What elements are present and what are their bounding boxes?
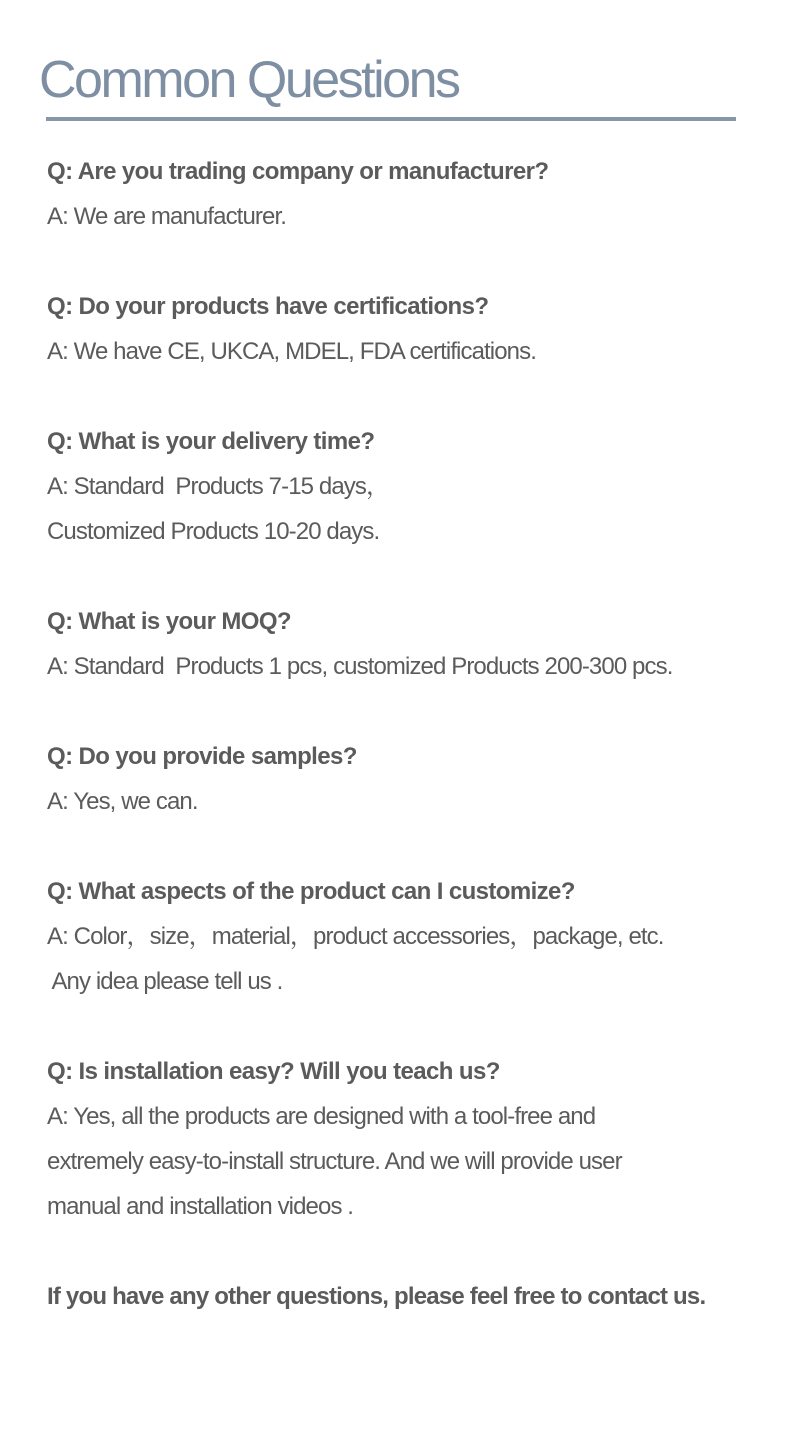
title-divider [46, 117, 736, 121]
faq-item-installation [47, 1049, 767, 1229]
faq-answer-continued: Customized Products 10-20 days. [47, 518, 380, 545]
faq-question: Q: Do your products have certifications? [47, 293, 489, 320]
faq-item-customization [47, 869, 767, 1004]
faq-item-moq [47, 599, 767, 689]
faq-answer-continued: manual and installation videos . [47, 1193, 354, 1220]
faq-answer: A: Yes, we can. [47, 788, 198, 815]
faq-item-trading-company [47, 149, 767, 239]
faq-question: Q: Do you provide samples? [47, 743, 357, 770]
faq-answer: A: Yes, all the products are designed with a tool-free and [47, 1103, 596, 1130]
faq-answer: A: We have CE, UKCA, MDEL, FDA certifications. [47, 338, 536, 365]
faq-item-certifications [47, 284, 767, 374]
contact-note: If you have any other questions, please feel free to contact us. [47, 1283, 706, 1310]
faq-item-delivery-time [47, 419, 767, 554]
faq-question: Q: What aspects of the product can I customize? [47, 878, 575, 905]
faq-answer: A: We are manufacturer. [47, 203, 286, 230]
faq-answer: A: Standard Products 7-15 days， [47, 473, 390, 500]
faq-item-samples [47, 734, 767, 824]
page-title: Common Questions [39, 51, 459, 109]
faq-question: Q: What is your delivery time? [47, 428, 375, 455]
faq-answer: A: Standard Products 1 pcs, customized Products 200-300 pcs. [47, 653, 673, 680]
faq-question: Q: Are you trading company or manufacturer? [47, 158, 549, 185]
faq-question: Q: What is your MOQ? [47, 608, 291, 635]
faq-answer-continued: extremely easy-to-install structure. And we will provide user [47, 1148, 622, 1175]
faq-answer-continued: Any idea please tell us . [47, 968, 283, 995]
faq-list [47, 149, 767, 1274]
faq-answer: A: Color，size，material，product accessories，package, etc. [47, 923, 664, 950]
faq-question: Q: Is installation easy? Will you teach us? [47, 1058, 500, 1085]
